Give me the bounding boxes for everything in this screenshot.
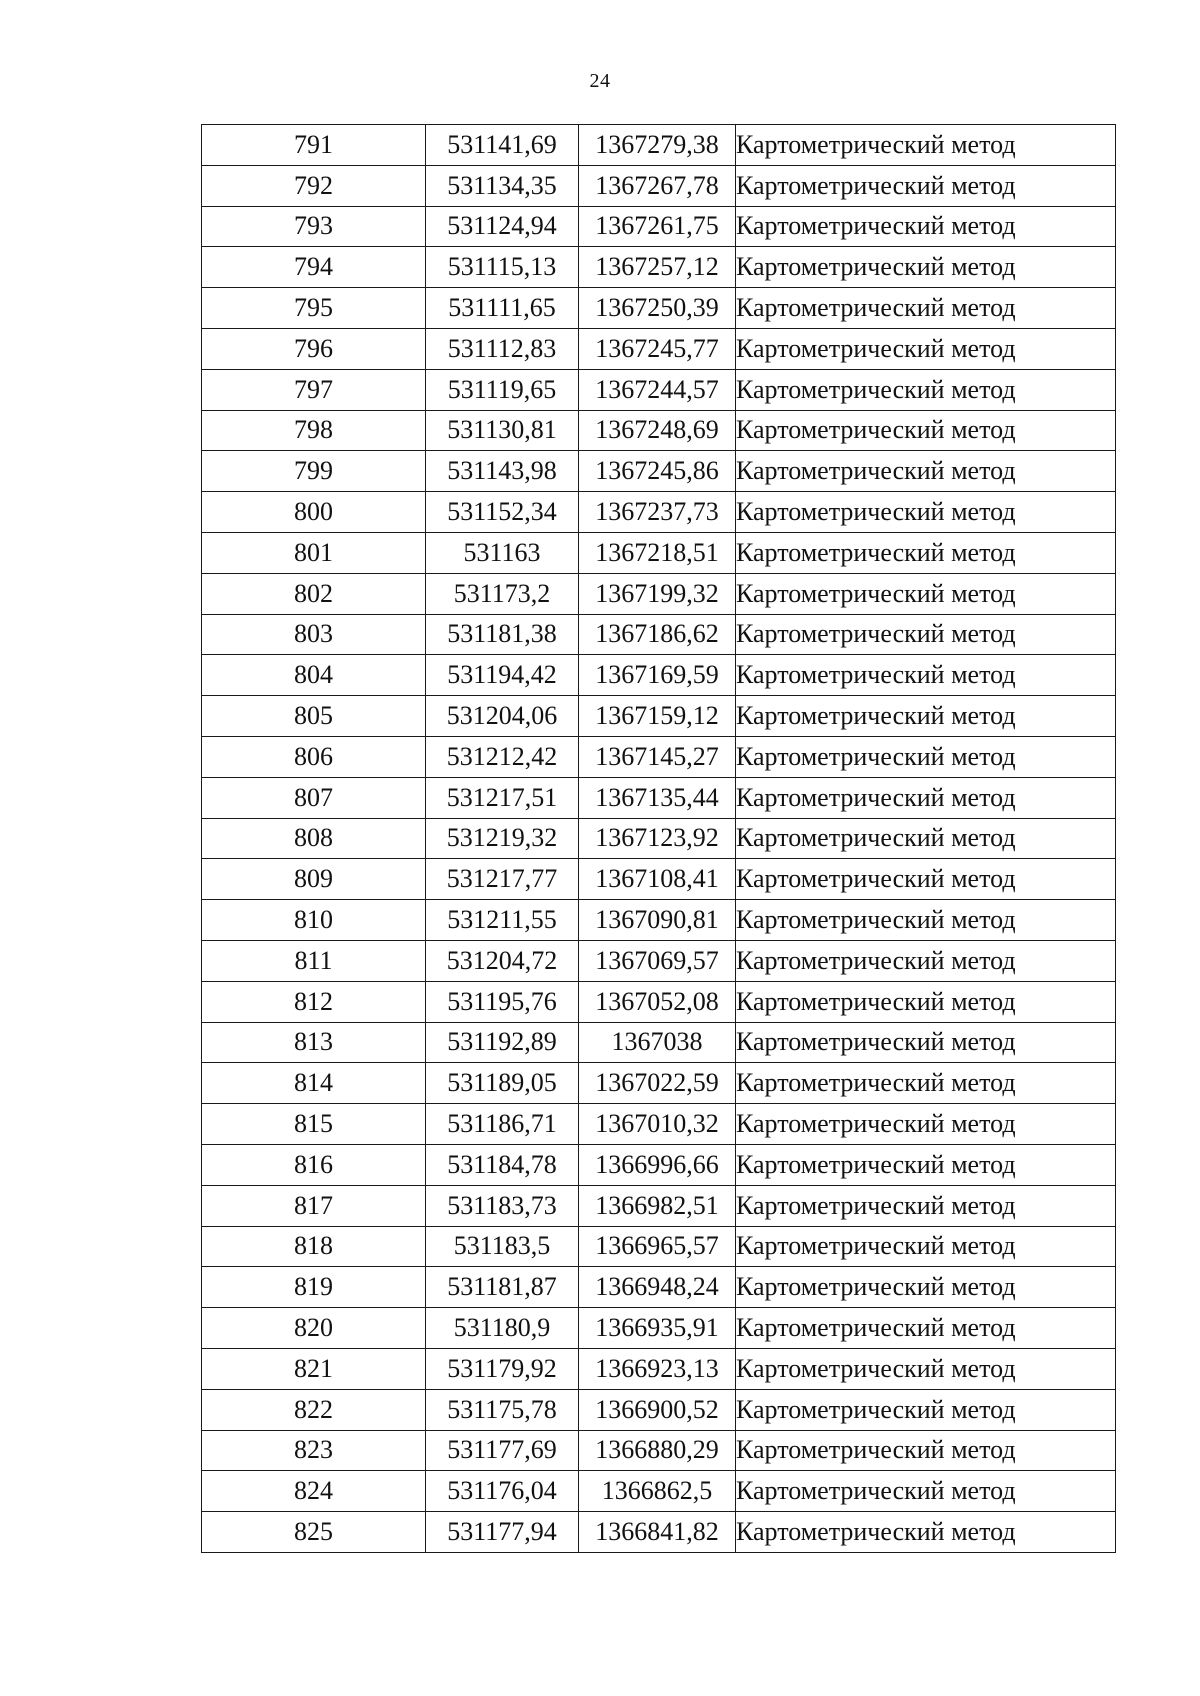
x-coordinate-cell: 531204,72 (426, 940, 579, 981)
method-cell: Картометрический метод (736, 1389, 1116, 1430)
y-coordinate-cell: 1367022,59 (579, 1063, 736, 1104)
table-row (202, 1104, 1116, 1145)
method-cell: Картометрический метод (736, 1144, 1116, 1185)
x-coordinate-cell: 531211,55 (426, 900, 579, 941)
point-number-cell: 799 (202, 451, 426, 492)
y-coordinate-cell: 1366880,29 (579, 1430, 736, 1471)
table-row (202, 1471, 1116, 1512)
y-coordinate-cell: 1367010,32 (579, 1104, 736, 1145)
x-coordinate-cell: 531195,76 (426, 981, 579, 1022)
point-number-cell: 798 (202, 410, 426, 451)
method-cell: Картометрический метод (736, 1063, 1116, 1104)
table-row (202, 940, 1116, 981)
point-number-cell: 803 (202, 614, 426, 655)
table-row (202, 288, 1116, 329)
table-row (202, 125, 1116, 166)
table-row (202, 614, 1116, 655)
y-coordinate-cell: 1367186,62 (579, 614, 736, 655)
y-coordinate-cell: 1367090,81 (579, 900, 736, 941)
table-row (202, 206, 1116, 247)
point-number-cell: 817 (202, 1185, 426, 1226)
y-coordinate-cell: 1367159,12 (579, 696, 736, 737)
y-coordinate-cell: 1367248,69 (579, 410, 736, 451)
y-coordinate-cell: 1367261,75 (579, 206, 736, 247)
y-coordinate-cell: 1367279,38 (579, 125, 736, 166)
point-number-cell: 824 (202, 1471, 426, 1512)
x-coordinate-cell: 531184,78 (426, 1144, 579, 1185)
point-number-cell: 800 (202, 492, 426, 533)
table-row (202, 532, 1116, 573)
point-number-cell: 805 (202, 696, 426, 737)
x-coordinate-cell: 531219,32 (426, 818, 579, 859)
method-cell: Картометрический метод (736, 900, 1116, 941)
x-coordinate-cell: 531163 (426, 532, 579, 573)
method-cell: Картометрический метод (736, 410, 1116, 451)
y-coordinate-cell: 1366965,57 (579, 1226, 736, 1267)
table-row (202, 1185, 1116, 1226)
x-coordinate-cell: 531180,9 (426, 1308, 579, 1349)
table-row (202, 1430, 1116, 1471)
point-number-cell: 801 (202, 532, 426, 573)
method-cell: Картометрический метод (736, 818, 1116, 859)
y-coordinate-cell: 1367123,92 (579, 818, 736, 859)
method-cell: Картометрический метод (736, 125, 1116, 166)
table-row (202, 369, 1116, 410)
table-row (202, 1063, 1116, 1104)
point-number-cell: 823 (202, 1430, 426, 1471)
method-cell: Картометрический метод (736, 492, 1116, 533)
method-cell: Картометрический метод (736, 1348, 1116, 1389)
y-coordinate-cell: 1366923,13 (579, 1348, 736, 1389)
table-row (202, 696, 1116, 737)
point-number-cell: 808 (202, 818, 426, 859)
y-coordinate-cell: 1367237,73 (579, 492, 736, 533)
point-number-cell: 804 (202, 655, 426, 696)
x-coordinate-cell: 531186,71 (426, 1104, 579, 1145)
y-coordinate-cell: 1367267,78 (579, 165, 736, 206)
x-coordinate-cell: 531189,05 (426, 1063, 579, 1104)
x-coordinate-cell: 531177,69 (426, 1430, 579, 1471)
table-row (202, 818, 1116, 859)
method-cell: Картометрический метод (736, 451, 1116, 492)
method-cell: Картометрический метод (736, 1022, 1116, 1063)
y-coordinate-cell: 1367245,86 (579, 451, 736, 492)
x-coordinate-cell: 531181,38 (426, 614, 579, 655)
y-coordinate-cell: 1367169,59 (579, 655, 736, 696)
point-number-cell: 793 (202, 206, 426, 247)
method-cell: Картометрический метод (736, 247, 1116, 288)
table-row (202, 736, 1116, 777)
x-coordinate-cell: 531141,69 (426, 125, 579, 166)
point-number-cell: 815 (202, 1104, 426, 1145)
method-cell: Картометрический метод (736, 981, 1116, 1022)
y-coordinate-cell: 1366982,51 (579, 1185, 736, 1226)
y-coordinate-cell: 1367069,57 (579, 940, 736, 981)
point-number-cell: 813 (202, 1022, 426, 1063)
point-number-cell: 825 (202, 1512, 426, 1553)
x-coordinate-cell: 531176,04 (426, 1471, 579, 1512)
method-cell: Картометрический метод (736, 1267, 1116, 1308)
y-coordinate-cell: 1367250,39 (579, 288, 736, 329)
page-number: 24 (589, 70, 611, 92)
method-cell: Картометрический метод (736, 165, 1116, 206)
x-coordinate-cell: 531179,92 (426, 1348, 579, 1389)
y-coordinate-cell: 1367052,08 (579, 981, 736, 1022)
y-coordinate-cell: 1367135,44 (579, 777, 736, 818)
point-number-cell: 792 (202, 165, 426, 206)
method-cell: Картометрический метод (736, 206, 1116, 247)
y-coordinate-cell: 1366900,52 (579, 1389, 736, 1430)
x-coordinate-cell: 531217,51 (426, 777, 579, 818)
x-coordinate-cell: 531192,89 (426, 1022, 579, 1063)
method-cell: Картометрический метод (736, 655, 1116, 696)
x-coordinate-cell: 531194,42 (426, 655, 579, 696)
table-row (202, 1226, 1116, 1267)
x-coordinate-cell: 531130,81 (426, 410, 579, 451)
y-coordinate-cell: 1366841,82 (579, 1512, 736, 1553)
table-row (202, 1144, 1116, 1185)
point-number-cell: 822 (202, 1389, 426, 1430)
method-cell: Картометрический метод (736, 1430, 1116, 1471)
table-row (202, 1267, 1116, 1308)
table-row (202, 492, 1116, 533)
method-cell: Картометрический метод (736, 369, 1116, 410)
y-coordinate-cell: 1366948,24 (579, 1267, 736, 1308)
method-cell: Картометрический метод (736, 532, 1116, 573)
x-coordinate-cell: 531115,13 (426, 247, 579, 288)
point-number-cell: 814 (202, 1063, 426, 1104)
y-coordinate-cell: 1367199,32 (579, 573, 736, 614)
method-cell: Картометрический метод (736, 696, 1116, 737)
point-number-cell: 810 (202, 900, 426, 941)
method-cell: Картометрический метод (736, 940, 1116, 981)
method-cell: Картометрический метод (736, 573, 1116, 614)
point-number-cell: 819 (202, 1267, 426, 1308)
method-cell: Картометрический метод (736, 1104, 1116, 1145)
table-row (202, 328, 1116, 369)
point-number-cell: 807 (202, 777, 426, 818)
y-coordinate-cell: 1367245,77 (579, 328, 736, 369)
method-cell: Картометрический метод (736, 777, 1116, 818)
y-coordinate-cell: 1366862,5 (579, 1471, 736, 1512)
table-row (202, 165, 1116, 206)
x-coordinate-cell: 531175,78 (426, 1389, 579, 1430)
point-number-cell: 811 (202, 940, 426, 981)
x-coordinate-cell: 531111,65 (426, 288, 579, 329)
table-row (202, 859, 1116, 900)
table-row (202, 410, 1116, 451)
point-number-cell: 821 (202, 1348, 426, 1389)
x-coordinate-cell: 531152,34 (426, 492, 579, 533)
x-coordinate-cell: 531181,87 (426, 1267, 579, 1308)
x-coordinate-cell: 531173,2 (426, 573, 579, 614)
point-number-cell: 794 (202, 247, 426, 288)
table-row (202, 247, 1116, 288)
point-number-cell: 791 (202, 125, 426, 166)
point-number-cell: 795 (202, 288, 426, 329)
point-number-cell: 796 (202, 328, 426, 369)
point-number-cell: 797 (202, 369, 426, 410)
table-row (202, 1022, 1116, 1063)
x-coordinate-cell: 531177,94 (426, 1512, 579, 1553)
method-cell: Картометрический метод (736, 1185, 1116, 1226)
x-coordinate-cell: 531134,35 (426, 165, 579, 206)
method-cell: Картометрический метод (736, 328, 1116, 369)
x-coordinate-cell: 531212,42 (426, 736, 579, 777)
x-coordinate-cell: 531183,73 (426, 1185, 579, 1226)
y-coordinate-cell: 1366996,66 (579, 1144, 736, 1185)
point-number-cell: 816 (202, 1144, 426, 1185)
point-number-cell: 820 (202, 1308, 426, 1349)
x-coordinate-cell: 531124,94 (426, 206, 579, 247)
table-row (202, 1348, 1116, 1389)
point-number-cell: 806 (202, 736, 426, 777)
coordinates-table-body (202, 125, 1116, 1553)
x-coordinate-cell: 531183,5 (426, 1226, 579, 1267)
table-row (202, 451, 1116, 492)
method-cell: Картометрический метод (736, 1471, 1116, 1512)
table-row (202, 900, 1116, 941)
method-cell: Картометрический метод (736, 288, 1116, 329)
y-coordinate-cell: 1367038 (579, 1022, 736, 1063)
table-row (202, 981, 1116, 1022)
y-coordinate-cell: 1367218,51 (579, 532, 736, 573)
method-cell: Картометрический метод (736, 859, 1116, 900)
x-coordinate-cell: 531217,77 (426, 859, 579, 900)
y-coordinate-cell: 1367244,57 (579, 369, 736, 410)
y-coordinate-cell: 1367257,12 (579, 247, 736, 288)
table-row (202, 1308, 1116, 1349)
y-coordinate-cell: 1367108,41 (579, 859, 736, 900)
point-number-cell: 818 (202, 1226, 426, 1267)
table-row (202, 655, 1116, 696)
method-cell: Картометрический метод (736, 614, 1116, 655)
point-number-cell: 802 (202, 573, 426, 614)
coordinates-table (201, 124, 1116, 1553)
point-number-cell: 809 (202, 859, 426, 900)
y-coordinate-cell: 1366935,91 (579, 1308, 736, 1349)
method-cell: Картометрический метод (736, 1226, 1116, 1267)
x-coordinate-cell: 531204,06 (426, 696, 579, 737)
point-number-cell: 812 (202, 981, 426, 1022)
table-row (202, 1389, 1116, 1430)
table-row (202, 573, 1116, 614)
method-cell: Картометрический метод (736, 1512, 1116, 1553)
method-cell: Картометрический метод (736, 736, 1116, 777)
method-cell: Картометрический метод (736, 1308, 1116, 1349)
y-coordinate-cell: 1367145,27 (579, 736, 736, 777)
x-coordinate-cell: 531143,98 (426, 451, 579, 492)
x-coordinate-cell: 531119,65 (426, 369, 579, 410)
x-coordinate-cell: 531112,83 (426, 328, 579, 369)
table-row (202, 1512, 1116, 1553)
table-row (202, 777, 1116, 818)
